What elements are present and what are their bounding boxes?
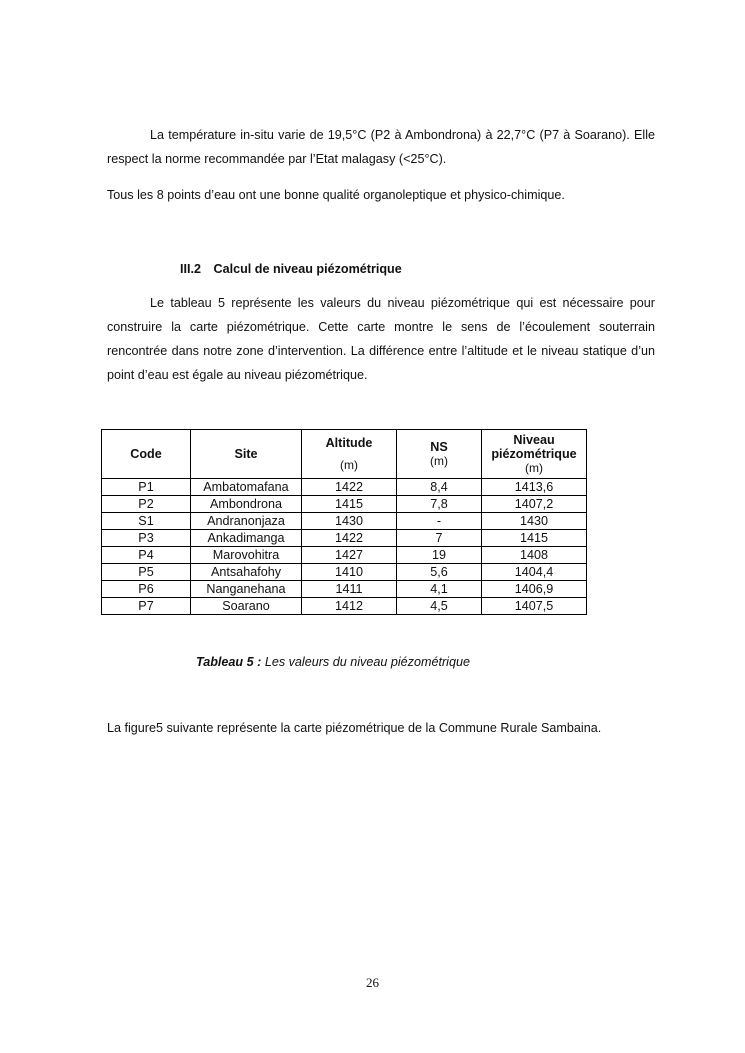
cell-site: Ankadimanga (191, 530, 302, 547)
cell-altitude: 1415 (302, 496, 397, 513)
cell-ns: 4,1 (397, 581, 482, 598)
table-header-row (102, 430, 587, 479)
table-caption (196, 655, 470, 669)
header-altitude-unit: (m) (340, 458, 358, 472)
cell-site: Ambondrona (191, 496, 302, 513)
section-title: Calcul de niveau piézométrique (213, 262, 402, 276)
table-row (102, 547, 587, 564)
table-row (102, 581, 587, 598)
table-row (102, 496, 587, 513)
cell-niveau: 1407,5 (482, 598, 587, 615)
cell-code: P3 (102, 530, 191, 547)
cell-site: Antsahafohy (191, 564, 302, 581)
cell-altitude: 1422 (302, 479, 397, 496)
cell-ns: - (397, 513, 482, 530)
cell-site: Nanganehana (191, 581, 302, 598)
cell-code: P4 (102, 547, 191, 564)
header-niveau: Niveau piézométrique (m) (482, 430, 587, 479)
paragraph-figure-intro: La figure5 suivante représente la carte piézométrique de la Commune Rurale Sambaina. (107, 721, 602, 735)
header-site: Site (191, 430, 302, 479)
cell-site: Soarano (191, 598, 302, 615)
cell-altitude: 1422 (302, 530, 397, 547)
cell-niveau: 1404,4 (482, 564, 587, 581)
cell-code: P1 (102, 479, 191, 496)
header-ns-unit: (m) (430, 454, 448, 468)
header-ns: NS (m) (397, 430, 482, 479)
cell-niveau: 1413,6 (482, 479, 587, 496)
cell-altitude: 1411 (302, 581, 397, 598)
cell-altitude: 1430 (302, 513, 397, 530)
cell-niveau: 1407,2 (482, 496, 587, 513)
cell-code: P2 (102, 496, 191, 513)
cell-code: P6 (102, 581, 191, 598)
table-row (102, 530, 587, 547)
cell-ns: 8,4 (397, 479, 482, 496)
cell-ns: 7,8 (397, 496, 482, 513)
caption-text: Les valeurs du niveau piézométrique (264, 655, 470, 669)
cell-site: Marovohitra (191, 547, 302, 564)
cell-niveau: 1406,9 (482, 581, 587, 598)
cell-ns: 5,6 (397, 564, 482, 581)
cell-code: P7 (102, 598, 191, 615)
cell-code: P5 (102, 564, 191, 581)
header-niveau-unit: (m) (525, 461, 543, 475)
section-heading (180, 262, 402, 276)
cell-altitude: 1410 (302, 564, 397, 581)
header-code: Code (102, 430, 191, 479)
cell-niveau: 1430 (482, 513, 587, 530)
cell-altitude: 1427 (302, 547, 397, 564)
caption-label: Tableau 5 : (196, 655, 262, 669)
cell-niveau: 1408 (482, 547, 587, 564)
cell-altitude: 1412 (302, 598, 397, 615)
cell-ns: 19 (397, 547, 482, 564)
cell-niveau: 1415 (482, 530, 587, 547)
cell-ns: 7 (397, 530, 482, 547)
piezometric-table (101, 429, 587, 615)
table-row (102, 479, 587, 496)
table-row (102, 598, 587, 615)
paragraph-temperature: La température in-situ varie de 19,5°C (P2 à Ambondrona) à 22,7°C (P7 à Soarano). Elle respect la norme recommandée par l’Etat malagasy (<25°C). (107, 128, 655, 166)
paragraph-quality: Tous les 8 points d’eau ont une bonne qualité organoleptique et physico-chimique. (107, 188, 565, 202)
section-number: III.2 (180, 262, 201, 276)
page-number: 26 (366, 975, 379, 990)
header-altitude: Altitude (m) (302, 430, 397, 479)
cell-site: Ambatomafana (191, 479, 302, 496)
cell-site: Andranonjaza (191, 513, 302, 530)
paragraph-tableau-intro: Le tableau 5 représente les valeurs du niveau piézométrique qui est nécessaire pour construire la carte piézométrique. Cette carte montre le sens de l’écoulement souterrain rencontrée dans notre zone d’intervention. La différence entre l’altitude et le niveau statique d’un point d’eau est égale au niveau piézométrique. (107, 296, 655, 382)
cell-code: S1 (102, 513, 191, 530)
cell-ns: 4,5 (397, 598, 482, 615)
table-row (102, 513, 587, 530)
table-row (102, 564, 587, 581)
